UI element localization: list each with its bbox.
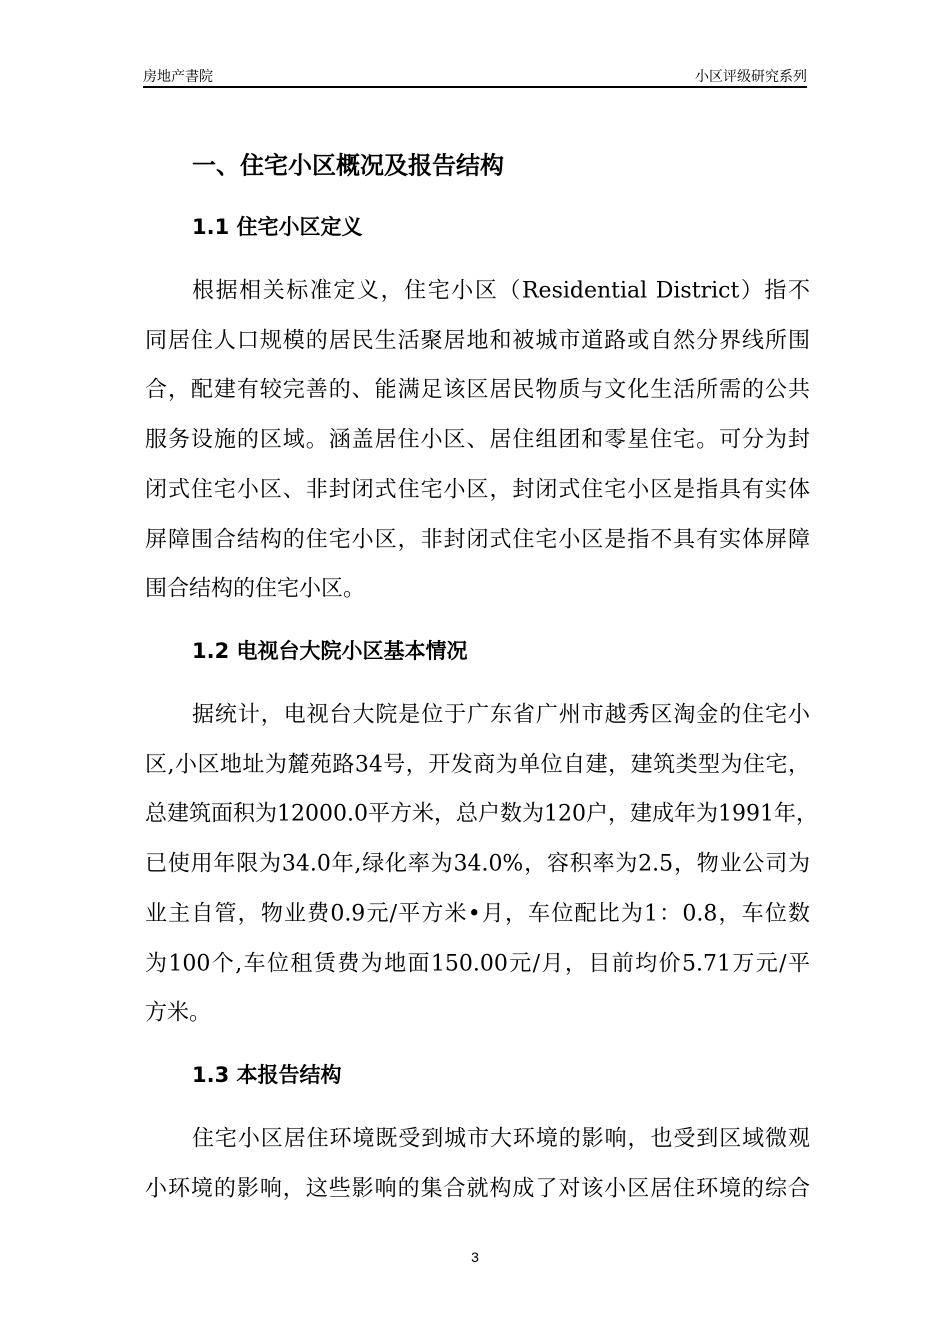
paragraph-line: 根据相关标准定义，住宅小区（Residential District）指不 bbox=[192, 278, 810, 304]
chapter-title: 一、住宅小区概况及报告结构 bbox=[192, 151, 504, 180]
paragraph-line: 总建筑面积为12000.0平方米，总户数为120户，建成年为1991年， bbox=[145, 801, 818, 827]
paragraph-line: 业主自管，物业费0.9元/平方米•月，车位配比为1：0.8，车位数 bbox=[145, 901, 810, 927]
paragraph-line: 围合结构的住宅小区。 bbox=[145, 576, 366, 602]
section-heading: 1.2 电视台大院小区基本情况 bbox=[192, 639, 468, 663]
header-rule bbox=[143, 86, 807, 88]
paragraph-line: 合，配建有较完善的、能满足该区居民物质与文化生活所需的公共 bbox=[145, 377, 810, 403]
section-heading: 1.1 住宅小区定义 bbox=[192, 215, 363, 239]
paragraph-line: 据统计，电视台大院是位于广东省广州市越秀区淘金的住宅小 bbox=[192, 702, 810, 728]
paragraph-line: 闭式住宅小区、非封闭式住宅小区，封闭式住宅小区是指具有实体 bbox=[145, 477, 810, 503]
paragraph-line: 服务设施的区域。涵盖居住小区、居住组团和零星住宅。可分为封 bbox=[145, 427, 810, 453]
section-heading: 1.3 本报告结构 bbox=[192, 1063, 342, 1087]
page-number: 3 bbox=[471, 1249, 479, 1265]
header-right: 小区评级研究系列 bbox=[695, 69, 807, 85]
paragraph-line: 同居住人口规模的居民生活聚居地和被城市道路或自然分界线所围 bbox=[145, 328, 810, 354]
paragraph-line: 小环境的影响，这些影响的集合就构成了对该小区居住环境的综合 bbox=[145, 1176, 810, 1202]
paragraph-line: 区,小区地址为麓苑路34号，开发商为单位自建，建筑类型为住宅， bbox=[145, 752, 810, 778]
paragraph-line: 方米。 bbox=[145, 1000, 212, 1026]
header-left: 房地产書院 bbox=[143, 69, 213, 85]
paragraph-line: 为100个,车位租赁费为地面150.00元/月，目前均价5.71万元/平 bbox=[145, 951, 810, 976]
paragraph-line: 已使用年限为34.0年,绿化率为34.0%，容积率为2.5，物业公司为 bbox=[145, 851, 810, 877]
paragraph-line: 住宅小区居住环境既受到城市大环境的影响，也受到区域微观 bbox=[192, 1126, 810, 1152]
paragraph-line: 屏障围合结构的住宅小区，非封闭式住宅小区是指不具有实体屏障 bbox=[145, 527, 810, 552]
